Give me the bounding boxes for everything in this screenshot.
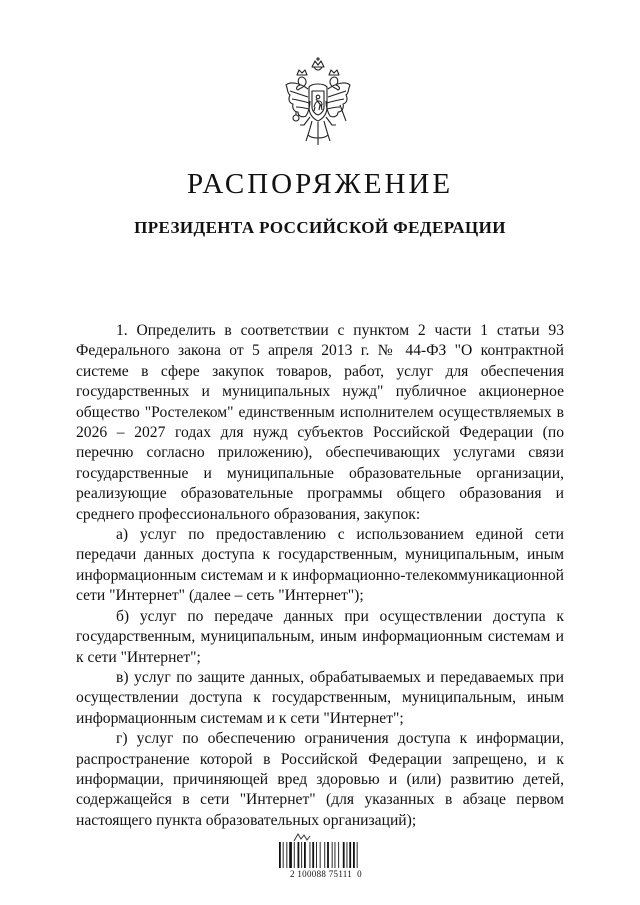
paragraph-1: 1. Определить в соответствии с пунктом 2 части 1 статьи 93 Федерального закона от 5 апреля 2013 г. № 44-ФЗ "О контрактной системе в сфере закупок товаров, работ, услуг для обеспечения государственных и муниципальных нужд" публичное акционерное общество "Ростелеком" единственным исполнителем осуществляемых в 2026 – 2027 годах для нужд субъектов Российской Федерации (по перечню согласно приложению), обеспечивающих услугами связи государственные и муниципальные образовательные организации, реализующие образовательные программы общего образования и среднего профессионального образования, закупок: (76, 322, 564, 523)
document-title: РАСПОРЯЖЕНИЕ (186, 168, 454, 200)
paragraph-g: г) услуг по обеспечению ограничения доступа к информации, распространение которой в Российской Федерации запрещено, и к информации, причиняющей вред здоровью и (или) развитию детей, содержащейся в сети "Интернет" (для указанных в абзаце первом настоящего пункта образовательных организаций); (76, 730, 564, 829)
document-subtitle: ПРЕЗИДЕНТА РОССИЙСКОЙ ФЕДЕРАЦИИ (134, 218, 506, 237)
document-stamp (278, 832, 374, 882)
document-body (76, 321, 564, 831)
barcode-number: 2 100088 75111 0 (290, 869, 362, 879)
paragraph-b: б) услуг по передаче данных при осуществлении доступа к государственным, муниципальным, иным информационным системам и к сети "Интернет"; (76, 607, 564, 666)
barcode-icon (278, 842, 370, 868)
paragraph-a: а) услуг по предоставлению с использованием единой сети передачи данных доступа к государственным, муниципальным, иным информационным системам и к информационно-телекоммуникационной сети "Интернет" (далее – сеть "Интернет"); (76, 526, 564, 605)
double-headed-eagle-emblem-icon (280, 55, 356, 155)
paragraph-v: в) услуг по защите данных, обрабатываемых и передаваемых при осуществлении доступа к государственным, муниципальным, иным информационным системам и к сети "Интернет"; (76, 668, 564, 727)
printing-mark-icon (292, 832, 312, 842)
